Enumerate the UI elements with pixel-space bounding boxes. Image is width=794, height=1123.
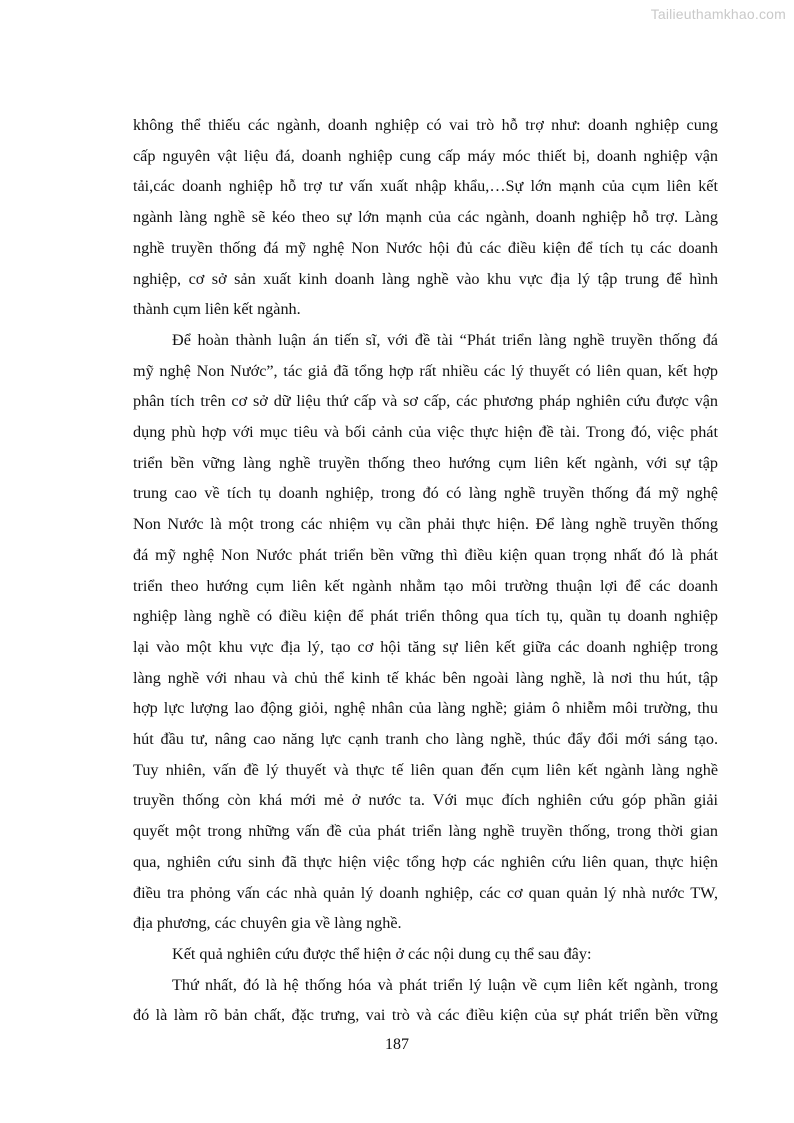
text-line: dụng phù hợp với mục tiêu và bối cảnh của việc thực hiện đề tài. Trong đó, việc phát: [133, 423, 718, 442]
paragraph-first-line: Để hoàn thành luận án tiến sĩ, với đề tài “Phát triển làng nghề truyền thống đá: [172, 330, 718, 349]
paragraph-first-line: Thứ nhất, đó là hệ thống hóa và phát triển lý luận về cụm liên kết ngành, trong: [172, 975, 718, 994]
text-line: truyền thống còn khá mới mẻ ở nước ta. Với mục đích nghiên cứu góp phần giải: [133, 791, 718, 810]
text-line: địa phương, các chuyên gia về làng nghề.: [133, 914, 402, 933]
text-line: lại vào một khu vực địa lý, tạo cơ hội tăng sự liên kết giữa các doanh nghiệp trong: [133, 637, 718, 656]
text-line: đá mỹ nghệ Non Nước phát triển bền vững thì điều kiện quan trọng nhất đó là phát: [133, 545, 718, 564]
text-line: Non Nước là một trong các nhiệm vụ cần phải thực hiện. Để làng nghề truyền thống: [133, 515, 718, 534]
text-line: nghiệp, cơ sở sản xuất kinh doanh làng nghề vào khu vực địa lý tập trung để hình: [133, 269, 718, 288]
text-line: Tuy nhiên, vấn đề lý thuyết và thực tế liên quan đến cụm liên kết ngành làng nghề: [133, 760, 718, 779]
text-line: phân tích trên cơ sở dữ liệu thứ cấp và sơ cấp, các phương pháp nghiên cứu được vận: [133, 392, 718, 411]
text-line: hút đầu tư, nâng cao năng lực cạnh tranh cho làng nghề, thúc đẩy đổi mới sáng tạo.: [133, 730, 718, 749]
text-line: mỹ nghệ Non Nước”, tác giả đã tổng hợp rất nhiều các lý thuyết có liên quan, kết hợp: [133, 361, 718, 380]
text-line: nghiệp làng nghề có điều kiện để phát triển thông qua tích tụ, quần tụ doanh nghiệp: [133, 607, 718, 626]
body-text: [133, 110, 718, 1031]
text-line: làng nghề với nhau và chủ thể kinh tế khác bên ngoài làng nghề, là nơi thu hút, tập: [133, 668, 718, 687]
text-line: thành cụm liên kết ngành.: [133, 300, 301, 319]
text-line: quyết một trong những vấn đề của phát triển làng nghề truyền thống, trong thời gian: [133, 822, 718, 841]
text-line: tải,các doanh nghiệp hỗ trợ tư vấn xuất nhập khẩu,…Sự lớn mạnh của cụm liên kết: [133, 177, 718, 196]
text-line: trung cao về tích tụ doanh nghiệp, trong đó có làng nghề truyền thống đá mỹ nghệ: [133, 484, 718, 503]
text-line: hợp lực lượng lao động giỏi, nghệ nhân của làng nghề; giảm ô nhiễm môi trường, thu: [133, 699, 718, 718]
text-line: nghề truyền thống đá mỹ nghệ Non Nước hội đủ các điều kiện để tích tụ các doanh: [133, 238, 718, 257]
text-line: ngành làng nghề sẽ kéo theo sự lớn mạnh của các ngành, doanh nghiệp hỗ trợ. Làng: [133, 208, 718, 227]
text-line: không thể thiếu các ngành, doanh nghiệp có vai trò hỗ trợ như: doanh nghiệp cung: [133, 116, 718, 134]
text-line: đó là làm rõ bản chất, đặc trưng, vai trò và các điều kiện của sự phát triển bền vững: [133, 1006, 718, 1025]
page-number: 187: [385, 1036, 409, 1053]
text-line: triển bền vững làng nghề truyền thống theo hướng cụm liên kết ngành, với sự tập: [133, 453, 718, 472]
paragraph-first-line: Kết quả nghiên cứu được thể hiện ở các nội dung cụ thể sau đây:: [172, 944, 592, 963]
text-line: qua, nghiên cứu sinh đã thực hiện việc tổng hợp các nghiên cứu liên quan, thực hiện: [133, 852, 718, 871]
text-line: điều tra phỏng vấn các nhà quản lý doanh nghiệp, các cơ quan quản lý nhà nước TW,: [133, 883, 718, 902]
text-line: triển theo hướng cụm liên kết ngành nhằm tạo môi trường thuận lợi để các doanh: [133, 576, 718, 595]
watermark-text: Tailieuthamkhao.com: [650, 6, 786, 22]
text-line: cấp nguyên vật liệu đá, doanh nghiệp cung cấp máy móc thiết bị, doanh nghiệp vận: [133, 146, 718, 165]
